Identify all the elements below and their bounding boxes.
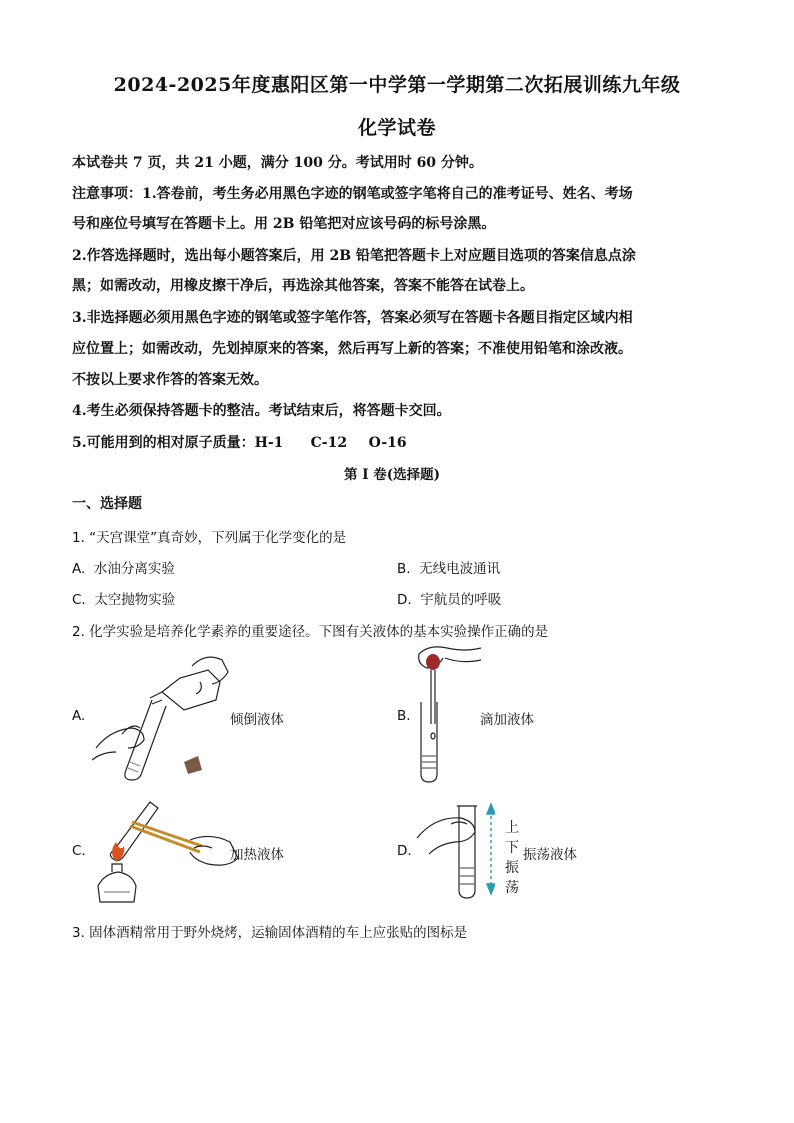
atom-mass-c: C-12 [310,435,348,451]
dropping-liquid-illustration [405,644,485,784]
note-3-line-2: 应位置上；如需改动，先划掉原来的答案，然后再写上新的答案；不准使用铅笔和涂改液。 [72,341,632,357]
exam-title: 2024-2025年度惠阳区第一中学第一学期第二次拓展训练九年级 [113,74,681,96]
shake-direction-annotation: 上 下 振 荡 [505,820,519,896]
question-1-option-a: A. 水油分离实验 [72,561,175,577]
note-2-line-1: 2.作答选择题时，选出每小题答案后，用 2B 铅笔把答题卡上对应题目选项的答案信息点涂 [72,248,636,264]
question-2-option-b-letter: B. [397,708,411,724]
question-2-option-c-letter: C. [72,843,86,859]
atom-mass-o: O-16 [368,435,407,451]
atom-mass-h: H-1 [254,435,284,451]
note-3-line-3: 不按以上要求作答的答案无效。 [72,372,268,388]
note-3-line-1: 3.非选择题必须用黑色字迹的钢笔或签字笔作答，答案必须写在答题卡各题目指定区域内相 [72,310,633,326]
question-2-stem: 2. 化学实验是培养化学素养的重要途径。下图有关液体的基本实验操作正确的是 [72,624,549,640]
note-4: 4.考生必须保持答题卡的整洁。考试结束后，将答题卡交回。 [72,403,451,419]
question-3-stem: 3. 固体酒精常用于野外烧烤，运输固体酒精的车上应张贴的图标是 [72,925,468,941]
question-2-option-d-label: 振荡液体 [523,847,577,863]
volume-heading: 第 I 卷(选择题) [344,467,440,483]
note-1-line-1: 注意事项：1.答卷前，考生务必用黑色字迹的钢笔或签字笔将自己的准考证号、姓名、考场 [72,186,633,202]
note-5 [72,432,407,452]
question-2-option-a-label: 倾倒液体 [230,712,284,728]
note-1-line-2: 号和座位号填写在答题卡上。用 2B 铅笔把对应该号码的标号涂黑。 [72,216,496,232]
question-2-option-b-label: 滴加液体 [480,712,534,728]
question-2-option-a-letter: A. [72,708,86,724]
up-down-arrow-icon [487,804,495,894]
note-5-prefix: 5.可能用到的相对原子质量： [72,435,255,451]
pouring-liquid-illustration [92,652,232,782]
section-heading: 一、选择题 [72,496,142,512]
exam-summary: 本试卷共 7 页，共 21 小题，满分 100 分。考试用时 60 分钟。 [72,155,483,171]
question-1-stem: 1. “天宫课堂”真奇妙，下列属于化学变化的是 [72,530,347,546]
heating-liquid-illustration [90,796,240,906]
question-1-option-d: D. 宇航员的呼吸 [397,592,502,608]
dropper-bulb-icon [426,654,440,670]
question-1-option-b: B. 无线电波通讯 [397,561,501,577]
exam-subtitle: 化学试卷 [357,117,436,139]
note-2-line-2: 黑；如需改动，用橡皮擦干净后，再选涂其他答案，答案不能答在试卷上。 [72,278,534,294]
question-2-option-c-label: 加热液体 [230,847,284,863]
shaking-liquid-illustration [415,798,495,900]
question-1-option-c: C. 太空抛物实验 [72,592,176,608]
question-2-option-d-letter: D. [397,843,412,859]
bottle-stopper-icon [184,756,202,774]
